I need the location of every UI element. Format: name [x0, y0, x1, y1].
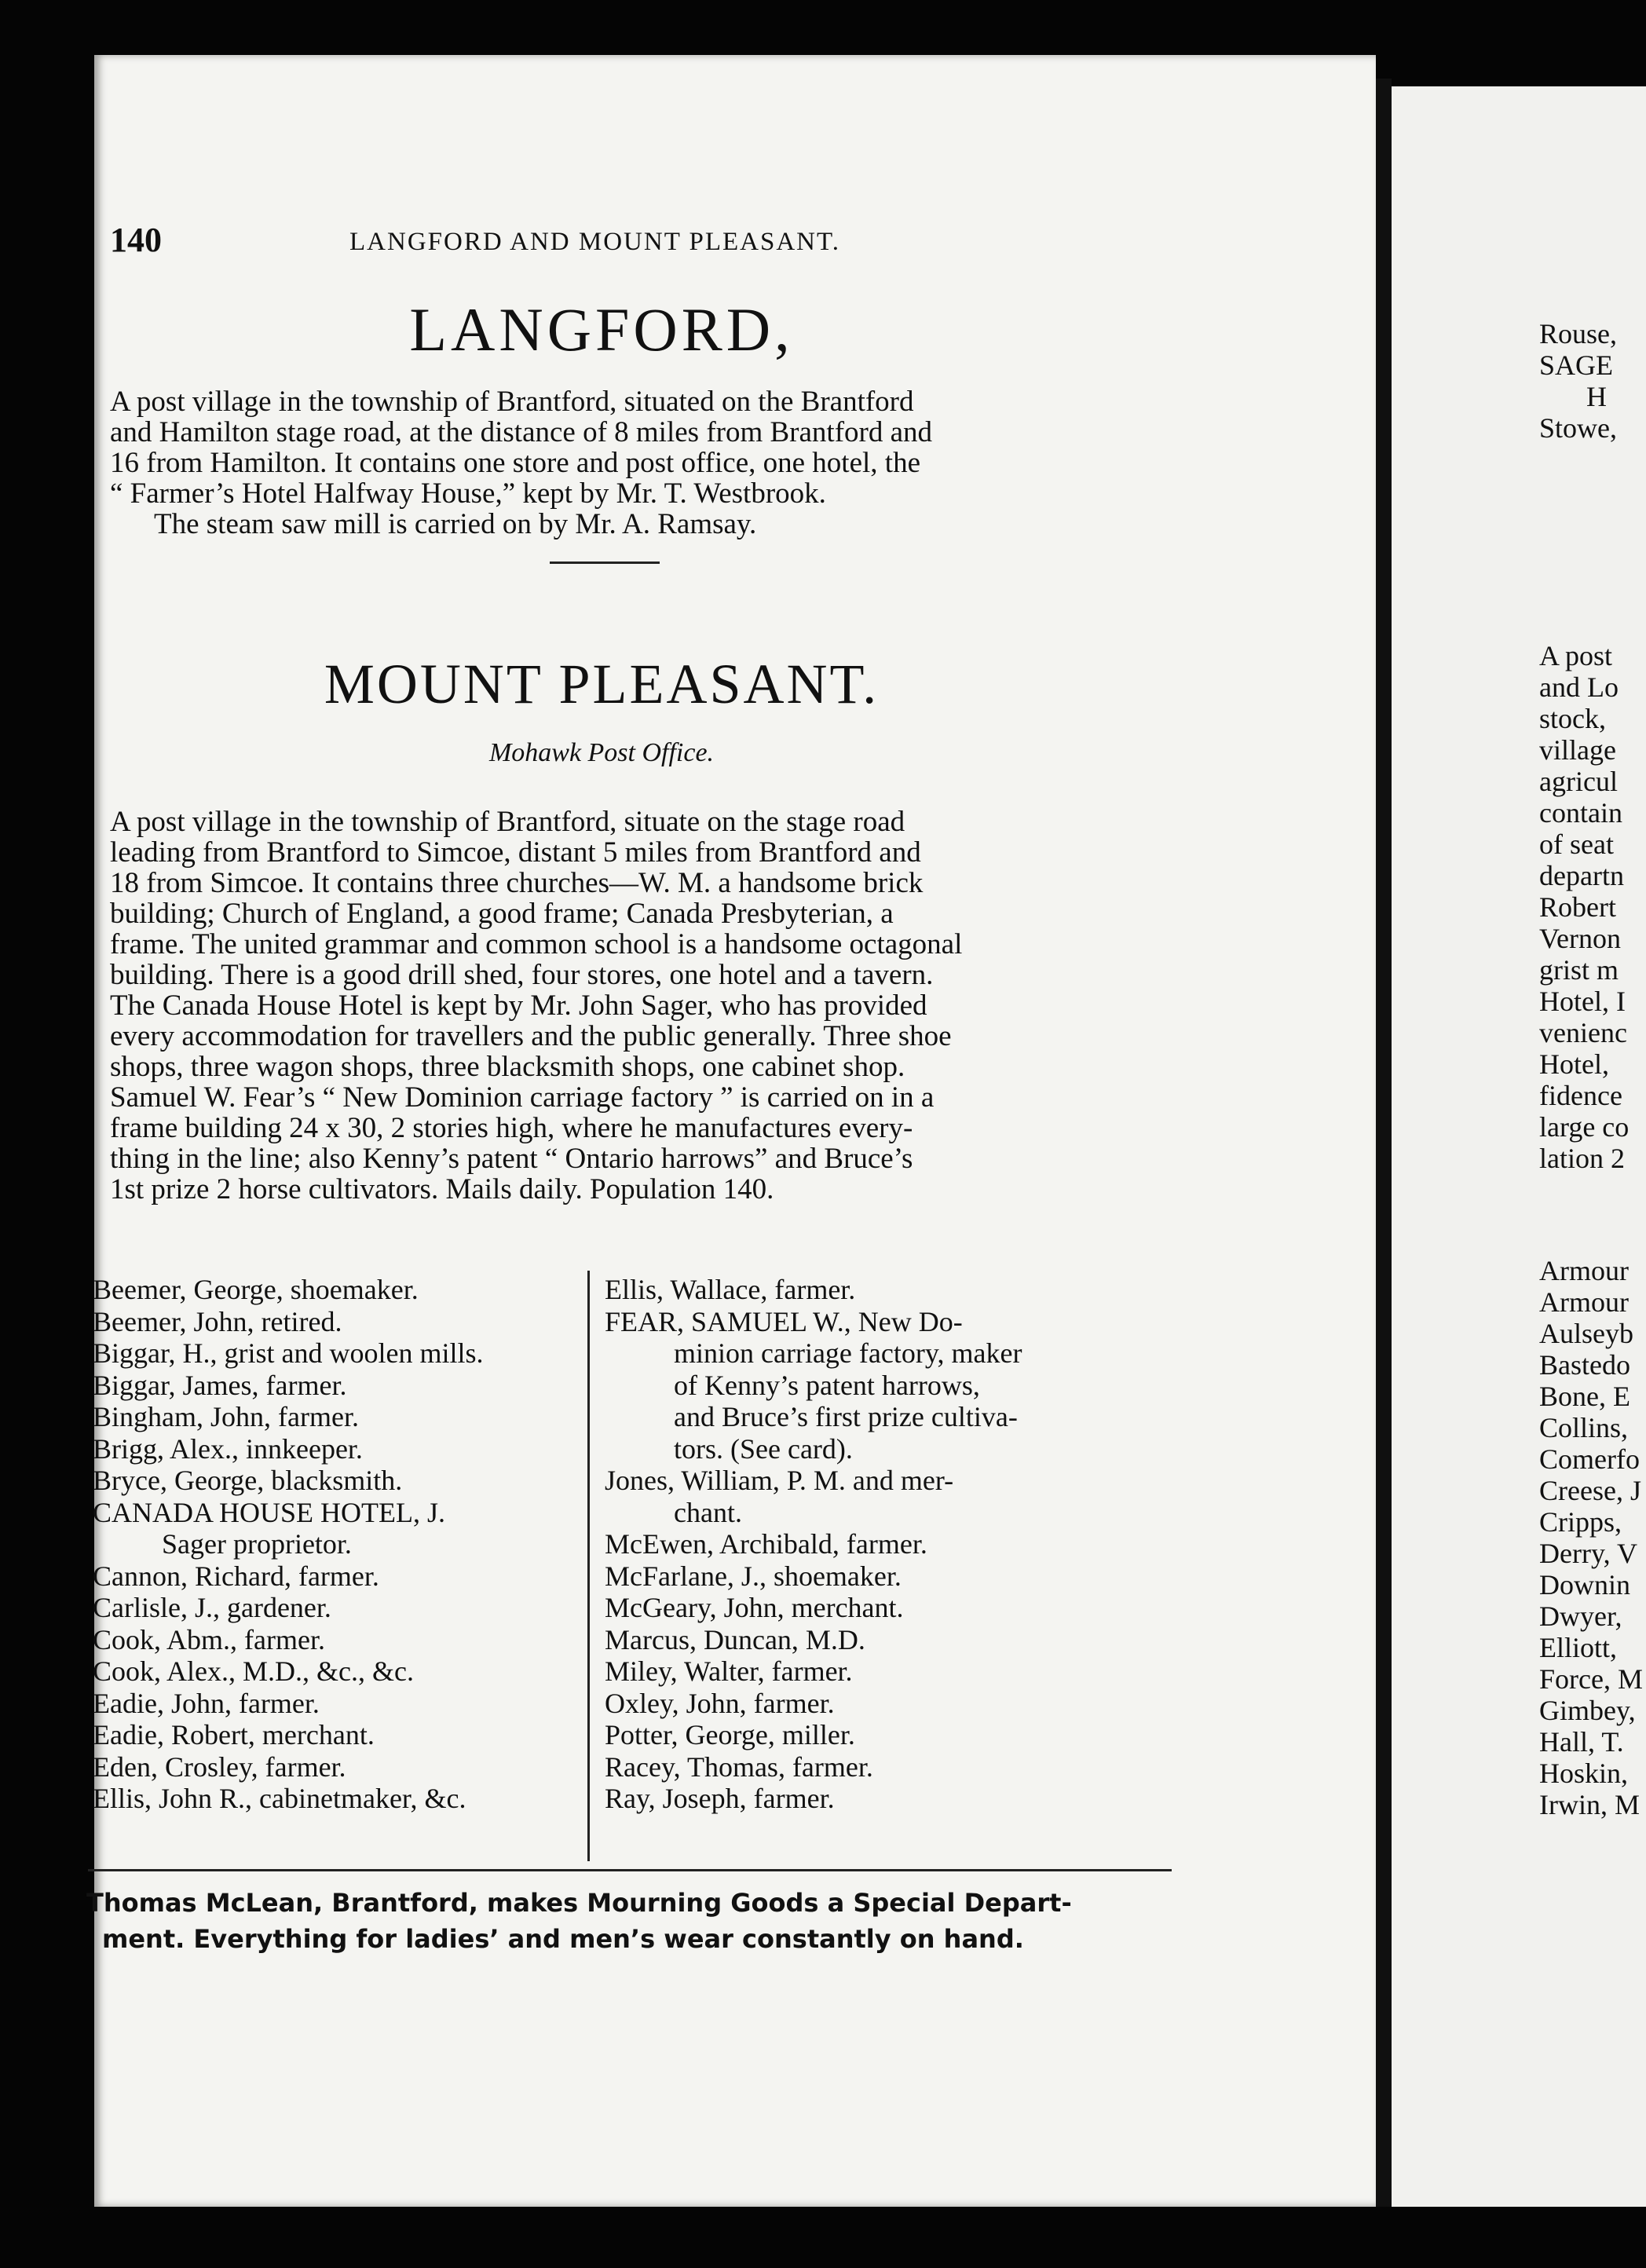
directory-left-column — [93, 1274, 580, 1815]
fragment-line: Armour — [1539, 1255, 1629, 1286]
section-divider — [550, 562, 660, 564]
directory-entry-continuation: chant. — [674, 1496, 742, 1528]
text-line: Samuel W. Fear’s “ New Dominion carriage factory ” is carried on in a — [110, 1081, 935, 1114]
directory-entry: Jones, William, P. M. and mer- — [605, 1465, 954, 1496]
text-line: every accommodation for travellers and the public generally. Three shoe — [110, 1020, 952, 1052]
fragment-line: of seat — [1539, 829, 1614, 860]
fragment-line: Cripps, — [1539, 1506, 1622, 1538]
fragment-line: Vernon — [1539, 923, 1621, 954]
fragment-line: Hotel, I — [1539, 986, 1626, 1017]
text-line: “ Farmer’s Hotel Halfway House,” kept by Mr. T. Westbrook. — [110, 477, 826, 510]
text-line: 18 from Simcoe. It contains three churches—W. M. a handsome brick — [110, 867, 924, 899]
fragment-line: Comerfo — [1539, 1443, 1640, 1475]
fragment-line: Aulseyb — [1539, 1318, 1633, 1349]
text-line: The Canada House Hotel is kept by Mr. John Sager, who has provided — [110, 990, 927, 1022]
fragment-line: Gimbey, — [1539, 1695, 1636, 1726]
fragment-line: Hoskin, — [1539, 1758, 1629, 1789]
fragment-line: Force, M — [1539, 1663, 1643, 1695]
directory-entry: Ellis, John R., cabinetmaker, &c. — [93, 1783, 466, 1814]
directory-entry: Ellis, Wallace, farmer. — [605, 1274, 856, 1305]
running-title: LANGFORD AND MOUNT PLEASANT. — [349, 228, 840, 256]
fragment-line: SAGE — [1539, 349, 1614, 381]
directory-entry: Biggar, James, farmer. — [93, 1369, 347, 1401]
text-line: 1st prize 2 horse cultivators. Mails daily. Population 140. — [110, 1173, 774, 1205]
fragment-line: stock, — [1539, 703, 1606, 734]
directory-entry: Eden, Crosley, farmer. — [93, 1750, 346, 1783]
column-divider — [587, 1271, 590, 1861]
fragment-line: lation 2 — [1539, 1143, 1625, 1174]
fragment-line: large co — [1539, 1111, 1630, 1143]
directory-entry: Biggar, H., grist and woolen mills. — [93, 1337, 484, 1369]
directory-entry: Bryce, George, blacksmith. — [93, 1465, 403, 1496]
fragment-line: A post — [1539, 640, 1613, 671]
fragment-line: Elliott, — [1539, 1632, 1617, 1663]
directory-entry-continuation: minion carriage factory, maker — [674, 1337, 1022, 1369]
footer-rule — [88, 1869, 1172, 1871]
right-page-bottom-fragment — [1539, 1255, 1643, 1820]
mount-pleasant-title: MOUNT PLEASANT. — [324, 653, 880, 715]
directory-entry: Miley, Walter, farmer. — [605, 1655, 853, 1687]
langford-paragraph — [110, 386, 1194, 540]
directory-entry-continuation: Sager proprietor. — [162, 1528, 352, 1560]
fragment-line: Hall, T. — [1539, 1726, 1624, 1758]
text-line: 16 from Hamilton. It contains one store and post office, one hotel, the — [110, 447, 920, 479]
directory-entry: Ray, Joseph, farmer. — [605, 1783, 835, 1814]
fragment-line: venienc — [1539, 1017, 1627, 1048]
advertisement-line: ment. Everything for ladies’ and men’s wear constantly on hand. — [102, 1924, 1024, 1954]
text-line: building. There is a good drill shed, four stores, one hotel and a tavern. — [110, 959, 934, 991]
fragment-line: Robert — [1539, 891, 1616, 923]
book-gutter — [1376, 79, 1392, 2207]
directory-entry: Marcus, Duncan, M.D. — [605, 1623, 865, 1655]
directory-entry: Bingham, John, farmer. — [93, 1401, 359, 1432]
mount-pleasant-subtitle: Mohawk Post Office. — [488, 738, 715, 767]
fragment-line: and Lo — [1539, 671, 1619, 703]
directory-entry: Eadie, Robert, merchant. — [93, 1719, 375, 1750]
fragment-line: Collins, — [1539, 1412, 1629, 1443]
fragment-line: H — [1586, 381, 1607, 412]
fragment-line: Hotel, — [1539, 1048, 1609, 1080]
text-line: frame building 24 x 30, 2 stories high, where he manufactures every- — [110, 1112, 913, 1144]
directory-entry-continuation: tors. (See card). — [674, 1432, 853, 1465]
directory-entry: Beemer, George, shoemaker. — [93, 1274, 419, 1305]
text-line: shops, three wagon shops, three blacksmith shops, one cabinet shop. — [110, 1051, 905, 1083]
directory-entry: Racey, Thomas, farmer. — [605, 1750, 873, 1783]
directory-entry: McFarlane, J., shoemaker. — [605, 1560, 902, 1592]
fragment-line: grist m — [1539, 954, 1619, 986]
fragment-line: Irwin, M — [1539, 1789, 1640, 1820]
directory-entry-continuation: and Bruce’s first prize cultiva- — [674, 1401, 1018, 1432]
fragment-line: Rouse, — [1539, 318, 1617, 349]
fragment-line: village — [1539, 734, 1616, 766]
fragment-line: Downin — [1539, 1569, 1630, 1600]
text-line: A post village in the township of Brantford, situated on the Brantford — [110, 386, 914, 418]
mount-pleasant-paragraph — [110, 807, 1194, 1205]
fragment-line: Derry, V — [1539, 1538, 1637, 1569]
fragment-line: Stowe, — [1539, 412, 1617, 444]
directory-entry: Cook, Alex., M.D., &c., &c. — [93, 1655, 414, 1687]
directory-entry: Potter, George, miller. — [605, 1719, 855, 1750]
directory-entry: CANADA HOUSE HOTEL, J. — [93, 1496, 445, 1528]
text-line: and Hamilton stage road, at the distance of 8 miles from Brantford and — [110, 416, 933, 448]
directory-entry: Eadie, John, farmer. — [93, 1687, 320, 1719]
right-page-middle-fragment — [1539, 640, 1629, 1174]
directory-entry: Cannon, Richard, farmer. — [93, 1560, 379, 1592]
page-number: 140 — [110, 221, 162, 259]
advertisement — [86, 1885, 1186, 1957]
fragment-line: fidence — [1539, 1080, 1622, 1111]
fragment-line: Bone, E — [1539, 1381, 1630, 1412]
langford-note: The steam saw mill is carried on by Mr. A. Ramsay. — [154, 508, 757, 540]
directory-entry-continuation: of Kenny’s patent harrows, — [674, 1369, 980, 1401]
directory-entry: McEwen, Archibald, farmer. — [605, 1528, 927, 1560]
fragment-line: departn — [1539, 860, 1624, 891]
fragment-line: Armour — [1539, 1286, 1629, 1318]
text-line: thing in the line; also Kenny’s patent “ Ontario harrows” and Bruce’s — [110, 1143, 913, 1175]
fragment-line: contain — [1539, 797, 1622, 829]
fragment-line: agricul — [1539, 766, 1618, 797]
text-line: leading from Brantford to Simcoe, distant 5 miles from Brantford and — [110, 836, 921, 869]
fragment-line: Dwyer, — [1539, 1600, 1622, 1632]
text-line: frame. The united grammar and common school is a handsome octagonal — [110, 928, 963, 960]
fragment-line: Bastedo — [1539, 1349, 1630, 1381]
fragment-line: Creese, J — [1539, 1475, 1641, 1506]
text-line: building; Church of England, a good frame; Canada Presbyterian, a — [110, 898, 894, 930]
directory-right-column — [605, 1274, 1186, 1815]
right-page-top-fragment — [1539, 318, 1617, 444]
directory-entry: Cook, Abm., farmer. — [93, 1623, 325, 1655]
advertisement-line: Thomas McLean, Brantford, makes Mourning Goods a Special Depart- — [86, 1888, 1072, 1918]
directory-entry: McGeary, John, merchant. — [605, 1592, 904, 1623]
directory-entry: Oxley, John, farmer. — [605, 1687, 835, 1719]
directory-entry: Brigg, Alex., innkeeper. — [93, 1432, 363, 1465]
directory-entry: Carlisle, J., gardener. — [93, 1592, 331, 1623]
langford-title: LANGFORD, — [409, 295, 794, 364]
directory-entry: FEAR, SAMUEL W., New Do- — [605, 1305, 963, 1337]
text-line: A post village in the township of Brantford, situate on the stage road — [110, 806, 905, 838]
directory-entry: Beemer, John, retired. — [93, 1305, 342, 1337]
